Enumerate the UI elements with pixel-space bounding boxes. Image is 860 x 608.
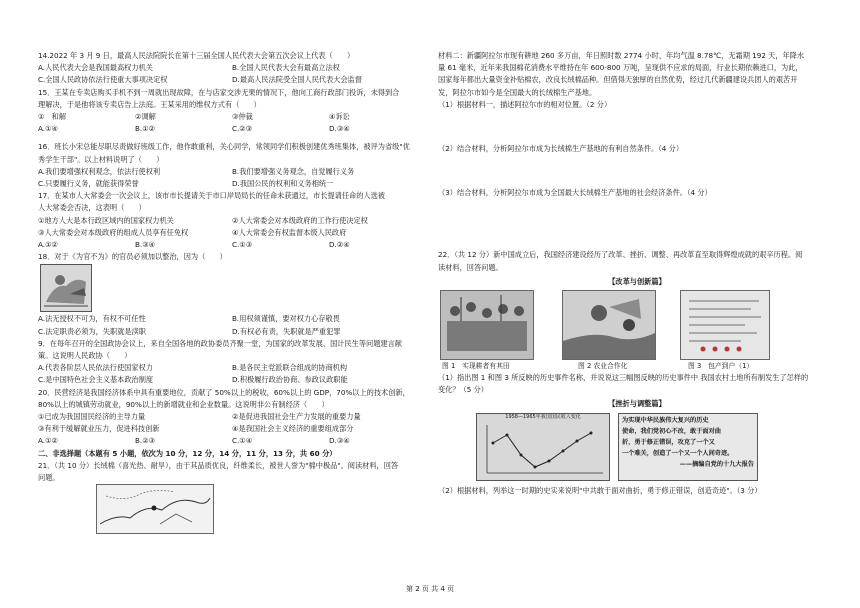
q15-option-c[interactable]: C.②③: [232, 124, 253, 134]
q16-option-d[interactable]: D.我国公民的权利和义务相统一: [232, 179, 334, 189]
q17-option-b[interactable]: B.③④: [135, 240, 156, 250]
q15-stem-1: 15．王某在专卖店购买手机不到一周就出现故障，在与店家交涉无果的情况下，他向工商行政部门投诉，未得到合: [38, 87, 400, 97]
q20-option-b[interactable]: B.②③: [135, 436, 156, 446]
q19-stem-1: 9．在每年召开的全国政协会议上，来自全国各地的政协委员齐聚一堂，为国家的改革发展、国计民生等问题建言献: [38, 338, 402, 348]
figure-1-caption: 图 1 实现耕者有其田: [442, 362, 510, 371]
q16-option-c[interactable]: C.只要履行义务，就能获得荣誉: [38, 179, 139, 189]
q16-option-a[interactable]: A.我们要增强权利观念，依法行使权利: [38, 166, 161, 176]
q15-item-2: ②调解: [135, 112, 156, 122]
q21-stem-2: 问题。: [38, 473, 60, 483]
q15-item-1: ① 和解: [38, 112, 67, 122]
material-2-line-3: 国家每年都出大量资金补贴棉农，改良长绒棉品种。但借得天独厚的自然优势，经过几代新疆建设兵团人的艰苦开: [438, 75, 798, 85]
q21-sub-3: （3）结合材料，分析阿拉尔市成为全国最大长绒棉生产基地的社会经济条件。（4 分）: [438, 188, 712, 198]
q18-option-c[interactable]: C.法定职责必须为，失职就是渎职: [38, 326, 146, 336]
q15-stem-2: 理解决，于是他将该专卖店告上法庭。王某采用的维权方式有（ ）: [38, 99, 261, 109]
section-2-heading: 二、非选择题（本题有 5 小题，依次为 10 分，12 分，14 分，11 分，13 分，共 60 分）: [38, 448, 337, 458]
setback-section-heading: 【挫折与调整篇】: [608, 399, 666, 409]
q17-item-1: ①地方人大是本行政区域内的国家权力机关: [38, 215, 174, 225]
q19-option-a[interactable]: A.代表各阶层人民依法行使国家权力: [38, 363, 153, 373]
q17-stem-2: 人大常委会否决，这表明（ ）: [38, 203, 146, 213]
figure-2-photo: [562, 290, 656, 360]
q20-item-3: ③有利于缓解就业压力，促进科技创新: [38, 424, 160, 434]
slogan-panel: [618, 413, 758, 481]
q15-item-3: ③仲裁: [232, 112, 253, 122]
q14-option-b[interactable]: B.全国人民代表大会有最高立法权: [232, 63, 340, 73]
q15-option-a[interactable]: A.①④: [38, 124, 58, 134]
q19-options-row2: [38, 374, 426, 386]
slogan-line-1: 为实现中华民族伟大复兴的历史: [622, 416, 709, 424]
q21-sub-1: （1）根据材料一，描述阿拉尔市的相对位置。（2 分）: [438, 99, 612, 109]
q17-stem-1: 17．在某市人大常委会一次会议上，该市市长提请关于市口岸局局长的任命未获通过，市长提请任命的人选被: [38, 191, 385, 201]
q19-options-row1: [38, 362, 426, 374]
q19-option-b[interactable]: B.是各民主党派联合组成的协商机构: [232, 363, 348, 373]
q17-option-d[interactable]: D.②④: [329, 240, 350, 250]
q20-item-1: ①已成为我国国民经济的主导力量: [38, 412, 146, 422]
q20-options: [38, 435, 426, 447]
chart-plot: [477, 421, 609, 479]
q17-options: [38, 239, 426, 251]
material-2-line-4: 发，阿拉尔市如今是全国最大的长绒棉生产基地。: [438, 87, 597, 97]
q20-stem-1: 20．民营经济是我国经济体系中具有重要地位，贡献了 50%以上的税收，60%以上的 GDP，70%以上的技术创新，: [38, 387, 410, 397]
q14-stem: 14.2022 年 3 月 9 日，最高人民法院院长在第十三届全国人民代表大会第五次会议上代表（ ）: [38, 51, 355, 60]
slogan-source: ——摘编自党的十九大报告: [679, 460, 754, 468]
q20-stem-2: 80%以上的城镇劳动就业，90%以上的新增就业和企业数量。这说明非公有制经济（ ）: [38, 399, 329, 409]
q20-items-row2: [38, 423, 426, 435]
q19-stem-2: 策。这说明人民政协（ ）: [38, 351, 132, 361]
q20-item-4: ④是我国社会主义经济的重要组成部分: [232, 424, 354, 434]
q14-option-a[interactable]: A.人民代表大会是我国最高权力机关: [38, 63, 153, 73]
q15-option-b[interactable]: B.①②: [135, 124, 156, 134]
q15-options: [38, 123, 426, 135]
q22-stem-2: 读材料，回答问题。: [438, 262, 503, 272]
q20-option-a[interactable]: A.①②: [38, 436, 58, 446]
q19-option-c[interactable]: C.是中国特色社会主义基本政治制度: [38, 375, 154, 385]
q16-options-row2: [38, 178, 426, 190]
q17-items-row2: [38, 227, 426, 239]
q16-stem-1: 16．班长小宋总能尽职尽责做好班级工作，他作敢重利，关心同学，常领同学们积极创建优秀班集体，被评为省级"优: [38, 142, 410, 152]
q20-items-row1: [38, 411, 426, 423]
q17-item-3: ③人大常委会对本级政府的组成人员享有任免权: [38, 227, 189, 237]
answer-space-2[interactable]: [438, 155, 836, 187]
right-column: [438, 50, 836, 497]
figure-3-photo: [680, 290, 770, 360]
q18-options-row1: [38, 313, 426, 325]
q18-cartoon-area: [38, 263, 426, 313]
page-number-footer: 第 2 页 共 4 页: [405, 585, 455, 593]
q22-sub-2: （2）根据材料，列举这一时期的史实来说明"中共敢于面对曲折，勇于修正错误，创造奇迹"。（3 分）: [438, 485, 762, 495]
q17-item-2: ②人大常委会对本级政府的工作行使决定权: [232, 215, 368, 225]
slogan-line-2: 使命，我们党初心不改，敢于面对曲: [622, 427, 721, 435]
q16-option-b[interactable]: B.我们要增强义务观念，自觉履行义务: [232, 166, 355, 176]
photo-row: [438, 290, 836, 372]
material-box: [438, 413, 836, 485]
figure-1-photo: [440, 290, 534, 360]
answer-space-3[interactable]: [438, 199, 836, 249]
q22-stem-1: 22．（共 12 分）新中国成立后，我国经济建设经历了改革、挫折、调整、再改革直至取得辉煌成就的艰辛历程。阅: [438, 250, 803, 260]
q22-sub-1-line-2: 变化？（5 分）: [438, 385, 488, 395]
left-column: [38, 50, 426, 534]
q21-sub-2: （2）结合材料，分析阿拉尔市成为长绒棉生产基地的有利自然条件。（4 分）: [438, 144, 684, 154]
q20-option-d[interactable]: D.③④: [329, 436, 350, 446]
q14-option-d[interactable]: D.最高人民法院受全国人民代表大会监督: [232, 75, 363, 85]
q18-stem: 18．对于《为官不为》的官员必须加以整治，因为（ ）: [38, 252, 227, 262]
slogan-line-3: 折，勇于修正错误，攻克了一个又: [622, 438, 715, 446]
q15-item-4: ④诉讼: [329, 112, 350, 122]
reform-section-heading: 【改革与创新篇】: [608, 276, 666, 286]
answer-space-1[interactable]: [438, 111, 836, 143]
q14-options-row1: [38, 62, 426, 74]
chart-title: 1958—1965年我国国民收入变化: [505, 413, 581, 420]
q19-option-d[interactable]: D.积极履行政治协商、参政议政职能: [232, 375, 348, 385]
q17-option-a[interactable]: A.①②: [38, 240, 58, 250]
q18-option-a[interactable]: A.法无授权不可为，有权不可任性: [38, 314, 146, 324]
q17-item-4: ④人大常委会有权监督本级人民政府: [232, 227, 347, 237]
q22-sub-1-line-1: （1）指出图 1 和图 3 所反映的历史事件名称，并说说这三幅图反映的历史事件中 我国农村土地所有制发生了怎样的: [438, 373, 809, 383]
material-2-line-2: 量 61 毫米，近年来我国棉花消费水平维持在年 600-800 万吨，呈现供不应求的局面，行业长期依赖进口，为此，: [438, 63, 803, 73]
income-chart: [476, 413, 610, 481]
q14-options-row2: [38, 74, 426, 86]
q18-option-d[interactable]: D.有权必有责，失职就是严重犯罪: [232, 326, 341, 336]
q21-map-image: [96, 484, 214, 534]
slogan-line-4: 一个难关，创造了一个又一个人间奇迹。: [622, 449, 734, 457]
q16-stem-2: 秀学生干部"。以上材料说明了（ ）: [38, 154, 164, 164]
q17-items-row1: [38, 215, 426, 227]
q15-option-d[interactable]: D.③④: [329, 124, 350, 134]
q14-option-c[interactable]: C.全国人民政协依法行使重大事项决定权: [38, 75, 168, 85]
q20-item-2: ②是促进我国社会生产力发展的重要力量: [232, 412, 361, 422]
q20-option-c[interactable]: C.①④: [232, 436, 253, 446]
material-2-line-1: 材料二：新疆阿拉尔市现有耕地 260 多万亩，年日照时数 2774 小时，年均气温 8.78℃，无霜期 192 天，年降水: [438, 51, 805, 60]
figure-2-caption: 图 2 农业合作化: [578, 362, 628, 371]
q18-options-row2: [38, 326, 426, 338]
figure-3-caption: 图 3 包产到户（1）: [688, 362, 754, 371]
q15-items: [38, 111, 426, 123]
q21-map-area: [38, 484, 426, 534]
q18-cartoon-image: [40, 264, 92, 312]
q17-option-c[interactable]: C.①③: [232, 240, 253, 250]
q16-options-row1: [38, 166, 426, 178]
q18-option-b[interactable]: B.用权须谨慎，要对权力心存敬畏: [232, 314, 340, 324]
q21-stem-1: 21．（共 10 分）长绒棉（喜光热、耐旱），由于其品质优良，纤维柔长，被世人誉为"棉中极品"。阅读材料，回答: [38, 460, 399, 470]
